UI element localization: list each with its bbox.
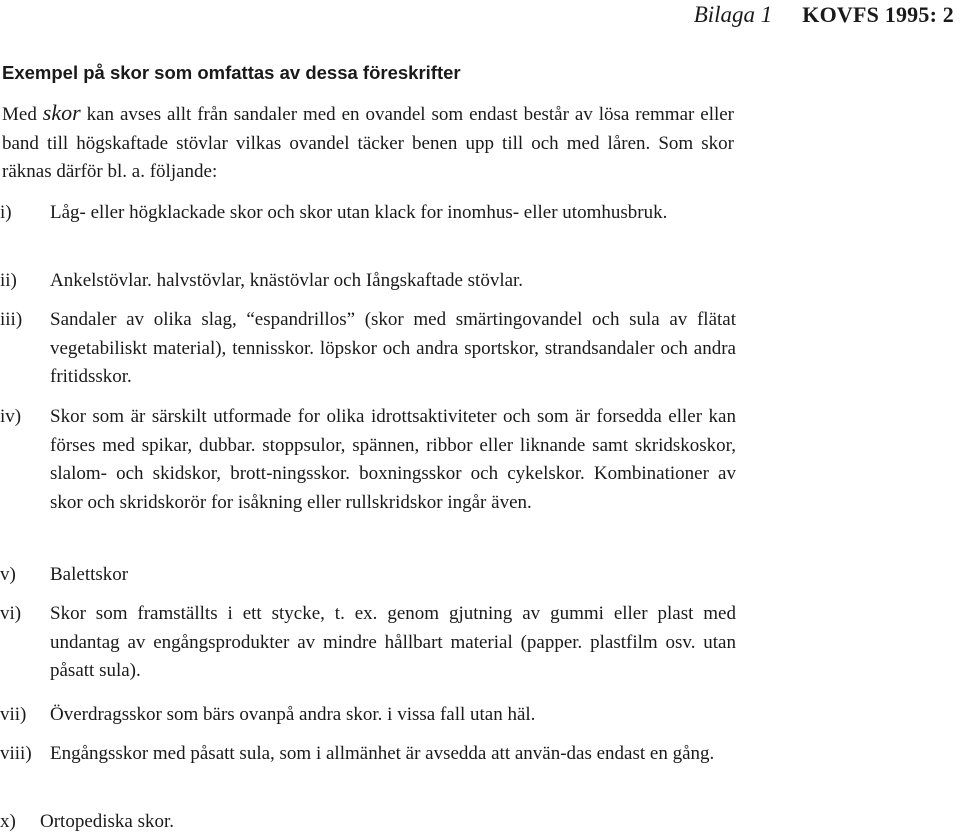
intro-term: skor — [42, 100, 81, 125]
item-text: Låg- eller högklackade skor och skor utan klack for inomhus- eller utomhusbruk. — [50, 202, 668, 223]
item-text: Skor som är särskilt utformade for olika idrottsaktiviteter och som är forsedda eller kan förses med spikar, dubbar. stoppsulor, spännen, ribbor eller liknande samt skridskoskor, slalom- och skidskor, brott-ningsskor. boxningsskor och cykelskor. Kombinationer av skor och skridskorör for isåkning eller rullskridskor ingår även. — [50, 406, 736, 513]
page-header — [694, 2, 954, 30]
item-number: v) — [0, 564, 16, 585]
item-text: Ankelstövlar. halvstövlar, knästövlar och Iångskaftade stövlar. — [50, 270, 524, 291]
intro-text-after: kan avses allt från sandaler med en ovandel som endast består av lösa remmar eller band till högskaftade stövlar vilkas ovandel täcker benen upp till och med låren. Som skor räknas därför bl. a. följande: — [2, 104, 735, 182]
item-number: viii) — [0, 743, 32, 764]
annex-label: Bilaga 1 — [693, 2, 773, 27]
item-number: ii) — [0, 270, 17, 291]
item-number: x) — [0, 811, 16, 832]
item-number: vii) — [0, 704, 27, 725]
document-reference: KOVFS 1995: 2 — [802, 2, 954, 27]
section-heading: Exempel på skor som omfattas av dessa föreskrifter — [2, 62, 461, 83]
item-text: Ortopediska skor. — [40, 811, 175, 832]
intro-paragraph — [2, 99, 734, 187]
intro-text-before: Med — [2, 104, 43, 125]
item-text: Engångsskor med påsatt sula, som i allmänhet är avsedda att använ-das endast en gång. — [50, 743, 715, 764]
item-text: Överdragsskor som bärs ovanpå andra skor. i vissa fall utan häl. — [50, 704, 536, 725]
item-number: i) — [0, 202, 12, 223]
item-text: Skor som framställts i ett stycke, t. ex. genom gjutning av gummi eller plast med undantag av engångsprodukter av mindre hållbart material (papper. plastfilm osv. utan påsatt sula). — [50, 603, 736, 681]
item-number: iv) — [0, 406, 22, 427]
item-text: Balettskor — [50, 564, 129, 585]
item-number: vi) — [0, 603, 22, 624]
item-number: iii) — [0, 309, 23, 330]
item-text: Sandaler av olika slag, “espandrillos” (skor med smärtingovandel och sula av flätat vegetabiliskt material), tennisskor. löpskor och andra sportskor, strandsandaler och andra fritidsskor. — [50, 309, 736, 387]
